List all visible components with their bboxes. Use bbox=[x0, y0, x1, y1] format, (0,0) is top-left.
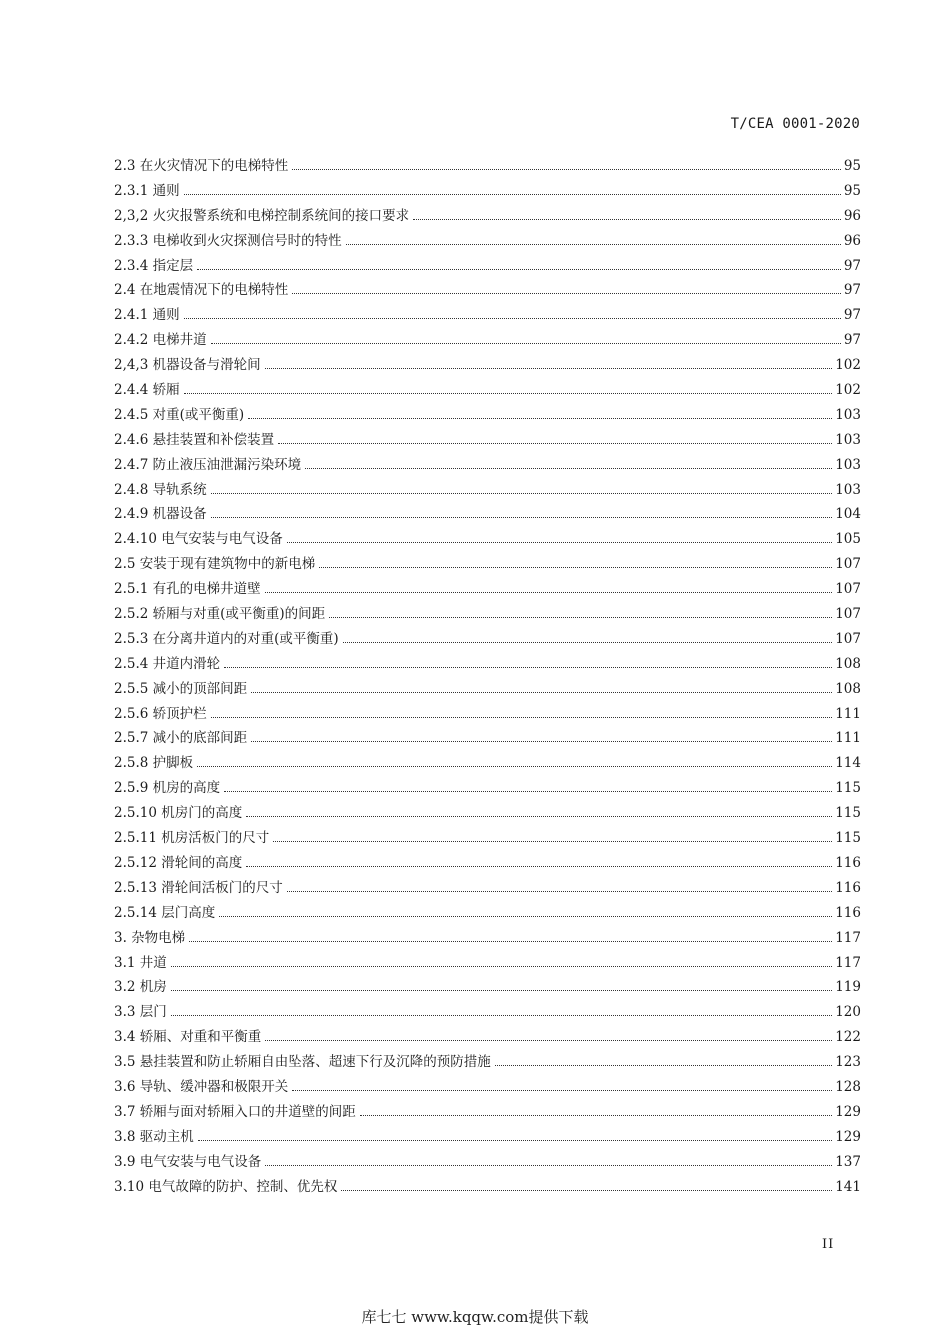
download-footer: 库七七 www.kqqw.com提供下载 bbox=[361, 1308, 589, 1326]
toc-dot-leader bbox=[246, 816, 832, 817]
toc-dot-leader bbox=[184, 318, 841, 319]
toc-entry-title: 2.5.4 井道内滑轮 bbox=[114, 655, 221, 672]
toc-entry-page: 103 bbox=[835, 431, 861, 448]
toc-entry-title: 2.5.6 轿顶护栏 bbox=[114, 705, 207, 722]
toc-entry-title: 2.4.7 防止液压油泄漏污染环境 bbox=[114, 456, 302, 473]
toc-entry-title: 3.9 电气安装与电气设备 bbox=[114, 1153, 262, 1170]
toc-dot-leader bbox=[413, 219, 841, 220]
toc-entry-page: 111 bbox=[835, 705, 861, 722]
toc-entry[interactable] bbox=[114, 428, 861, 453]
toc-dot-leader bbox=[319, 567, 832, 568]
toc-dot-leader bbox=[305, 468, 832, 469]
toc-dot-leader bbox=[224, 791, 832, 792]
toc-entry-title: 3.8 驱动主机 bbox=[114, 1128, 194, 1145]
toc-entry[interactable] bbox=[114, 826, 861, 851]
toc-dot-leader bbox=[171, 966, 832, 967]
toc-entry-title: 2.4.8 导轨系统 bbox=[114, 481, 207, 498]
toc-entry[interactable] bbox=[114, 1000, 861, 1025]
toc-entry-title: 2.3.3 电梯收到火灾探测信号时的特性 bbox=[114, 232, 342, 249]
toc-entry[interactable] bbox=[114, 652, 861, 677]
toc-entry-page: 116 bbox=[835, 854, 861, 871]
toc-entry[interactable] bbox=[114, 851, 861, 876]
toc-dot-leader bbox=[346, 244, 841, 245]
toc-dot-leader bbox=[287, 891, 832, 892]
toc-entry-page: 107 bbox=[835, 630, 861, 647]
toc-entry-title: 2.4.10 电气安装与电气设备 bbox=[114, 531, 283, 548]
table-of-contents bbox=[114, 154, 861, 1199]
toc-dot-leader bbox=[265, 368, 833, 369]
toc-entry-page: 96 bbox=[843, 207, 861, 224]
toc-dot-leader bbox=[198, 1140, 832, 1141]
toc-dot-leader bbox=[292, 1090, 832, 1091]
toc-dot-leader bbox=[265, 1165, 832, 1166]
toc-entry-page: 108 bbox=[835, 680, 861, 697]
toc-entry-page: 129 bbox=[835, 1103, 861, 1120]
toc-entry-title: 3. 杂物电梯 bbox=[114, 929, 186, 946]
toc-entry[interactable] bbox=[114, 751, 861, 776]
toc-entry[interactable] bbox=[114, 478, 861, 503]
toc-entry-page: 97 bbox=[843, 282, 861, 299]
toc-entry-title: 2.5.2 轿厢与对重(或平衡重)的间距 bbox=[114, 606, 326, 623]
toc-dot-leader bbox=[248, 418, 832, 419]
toc-dot-leader bbox=[184, 393, 833, 394]
toc-entry-page: 97 bbox=[843, 257, 861, 274]
toc-entry[interactable] bbox=[114, 1075, 861, 1100]
toc-entry-title: 3.10 电气故障的防护、控制、优先权 bbox=[114, 1178, 338, 1195]
toc-entry-title: 2.4.4 轿厢 bbox=[114, 382, 180, 399]
toc-entry-page: 111 bbox=[835, 730, 861, 747]
toc-entry[interactable] bbox=[114, 602, 861, 627]
toc-entry-title: 2.3 在火灾情况下的电梯特性 bbox=[114, 158, 289, 174]
toc-entry-title: 2.4.5 对重(或平衡重) bbox=[114, 406, 245, 423]
toc-entry-page: 96 bbox=[843, 232, 861, 249]
toc-dot-leader bbox=[211, 517, 833, 518]
toc-entry-title: 3.4 轿厢、对重和平衡重 bbox=[114, 1029, 262, 1046]
toc-entry-page: 107 bbox=[835, 606, 861, 623]
toc-entry-page: 103 bbox=[835, 456, 861, 473]
toc-entry[interactable] bbox=[114, 677, 861, 702]
toc-dot-leader bbox=[343, 642, 833, 643]
toc-dot-leader bbox=[219, 916, 832, 917]
toc-entry[interactable] bbox=[114, 154, 861, 179]
toc-entry-title: 2.4.9 机器设备 bbox=[114, 506, 207, 523]
toc-entry[interactable] bbox=[114, 552, 861, 577]
toc-entry[interactable] bbox=[114, 353, 861, 378]
toc-dot-leader bbox=[360, 1115, 832, 1116]
toc-entry-title: 2.5.8 护脚板 bbox=[114, 755, 194, 772]
toc-entry-title: 2.3.1 通则 bbox=[114, 182, 180, 199]
toc-entry-title: 3.2 机房 bbox=[114, 979, 167, 996]
toc-entry-page: 103 bbox=[835, 406, 861, 423]
toc-entry-title: 2.5.7 减小的底部间距 bbox=[114, 730, 248, 747]
toc-entry-page: 128 bbox=[835, 1078, 861, 1095]
toc-dot-leader bbox=[224, 667, 832, 668]
page-number: II bbox=[822, 1237, 835, 1252]
toc-entry-page: 129 bbox=[835, 1128, 861, 1145]
toc-dot-leader bbox=[197, 269, 841, 270]
toc-dot-leader bbox=[246, 866, 832, 867]
toc-entry[interactable] bbox=[114, 254, 861, 279]
toc-entry[interactable] bbox=[114, 776, 861, 801]
toc-entry[interactable] bbox=[114, 901, 861, 926]
toc-entry-page: 107 bbox=[835, 581, 861, 598]
toc-dot-leader bbox=[273, 841, 832, 842]
toc-entry-page: 97 bbox=[843, 307, 861, 324]
toc-dot-leader bbox=[495, 1065, 832, 1066]
toc-entry-title: 2.4.6 悬挂装置和补偿装置 bbox=[114, 431, 275, 448]
toc-entry-page: 141 bbox=[835, 1178, 861, 1195]
toc-entry[interactable] bbox=[114, 1175, 861, 1200]
toc-entry-page: 116 bbox=[835, 904, 861, 921]
toc-entry-title: 2.5.13 滑轮间活板门的尺寸 bbox=[114, 879, 283, 896]
toc-entry-page: 97 bbox=[843, 332, 861, 349]
toc-entry-title: 2.3.4 指定层 bbox=[114, 257, 194, 274]
toc-entry[interactable] bbox=[114, 627, 861, 652]
toc-entry[interactable] bbox=[114, 1125, 861, 1150]
toc-entry-page: 117 bbox=[835, 954, 861, 971]
toc-entry[interactable] bbox=[114, 926, 861, 951]
toc-entry[interactable] bbox=[114, 328, 861, 353]
toc-dot-leader bbox=[197, 766, 832, 767]
toc-entry[interactable] bbox=[114, 876, 861, 901]
toc-entry-title: 2.5.14 层门高度 bbox=[114, 904, 216, 921]
toc-entry[interactable] bbox=[114, 527, 861, 552]
toc-entry-page: 119 bbox=[835, 979, 861, 996]
toc-entry[interactable] bbox=[114, 702, 861, 727]
toc-entry-title: 2.5.5 减小的顶部间距 bbox=[114, 680, 248, 697]
toc-entry[interactable] bbox=[114, 278, 861, 303]
toc-dot-leader bbox=[211, 343, 841, 344]
toc-entry-page: 103 bbox=[835, 481, 861, 498]
toc-entry-page: 108 bbox=[835, 655, 861, 672]
toc-entry-page: 95 bbox=[843, 158, 861, 174]
toc-entry-title: 2,3,2 火灾报警系统和电梯控制系统间的接口要求 bbox=[114, 207, 410, 224]
toc-entry-title: 3.5 悬挂装置和防止轿厢自由坠落、超速下行及沉降的预防措施 bbox=[114, 1054, 491, 1071]
toc-entry-page: 95 bbox=[843, 182, 861, 199]
toc-entry-page: 107 bbox=[835, 556, 861, 573]
toc-dot-leader bbox=[292, 293, 841, 294]
toc-dot-leader bbox=[329, 617, 832, 618]
toc-entry[interactable] bbox=[114, 726, 861, 751]
toc-entry-page: 137 bbox=[835, 1153, 861, 1170]
toc-entry-title: 2.5.12 滑轮间的高度 bbox=[114, 854, 243, 871]
toc-entry-page: 115 bbox=[835, 830, 861, 847]
toc-entry[interactable] bbox=[114, 577, 861, 602]
toc-entry-title: 2.5.1 有孔的电梯井道壁 bbox=[114, 581, 261, 598]
toc-entry[interactable] bbox=[114, 801, 861, 826]
toc-entry[interactable] bbox=[114, 229, 861, 254]
toc-entry[interactable] bbox=[114, 378, 861, 403]
toc-entry-page: 104 bbox=[835, 506, 861, 523]
toc-dot-leader bbox=[251, 692, 832, 693]
toc-dot-leader bbox=[184, 194, 841, 195]
toc-dot-leader bbox=[265, 1040, 832, 1041]
toc-entry[interactable] bbox=[114, 951, 861, 976]
toc-entry[interactable] bbox=[114, 204, 861, 229]
toc-entry-title: 2.5.11 机房活板门的尺寸 bbox=[114, 830, 270, 847]
toc-entry[interactable] bbox=[114, 1050, 861, 1075]
toc-entry-title: 3.1 井道 bbox=[114, 954, 167, 971]
toc-entry[interactable] bbox=[114, 179, 861, 204]
toc-dot-leader bbox=[278, 443, 832, 444]
toc-entry-page: 115 bbox=[835, 780, 861, 797]
toc-entry-title: 2.5.10 机房门的高度 bbox=[114, 805, 243, 822]
toc-dot-leader bbox=[292, 169, 841, 170]
toc-dot-leader bbox=[171, 990, 832, 991]
toc-entry[interactable] bbox=[114, 453, 861, 478]
toc-dot-leader bbox=[211, 493, 833, 494]
toc-entry[interactable] bbox=[114, 502, 861, 527]
toc-entry-title: 2.4.2 电梯井道 bbox=[114, 332, 207, 349]
toc-entry-page: 114 bbox=[835, 755, 861, 772]
toc-dot-leader bbox=[265, 592, 833, 593]
document-code: T/CEA 0001-2020 bbox=[730, 116, 860, 132]
toc-entry[interactable] bbox=[114, 1025, 861, 1050]
toc-entry-title: 2.5.9 机房的高度 bbox=[114, 780, 221, 797]
toc-entry-page: 117 bbox=[835, 929, 861, 946]
toc-entry-page: 122 bbox=[835, 1029, 861, 1046]
toc-entry[interactable] bbox=[114, 303, 861, 328]
toc-entry-page: 120 bbox=[835, 1004, 861, 1021]
toc-dot-leader bbox=[171, 1015, 832, 1016]
toc-entry[interactable] bbox=[114, 1150, 861, 1175]
toc-entry-title: 3.3 层门 bbox=[114, 1004, 167, 1021]
toc-entry-title: 2.5.3 在分离井道内的对重(或平衡重) bbox=[114, 630, 339, 647]
toc-entry[interactable] bbox=[114, 975, 861, 1000]
toc-entry-page: 123 bbox=[835, 1054, 861, 1071]
toc-entry-page: 115 bbox=[835, 805, 861, 822]
toc-entry-title: 2.4.1 通则 bbox=[114, 307, 180, 324]
toc-dot-leader bbox=[251, 741, 832, 742]
toc-entry-page: 105 bbox=[835, 531, 861, 548]
toc-entry[interactable] bbox=[114, 403, 861, 428]
toc-entry-title: 3.7 轿厢与面对轿厢入口的井道壁的间距 bbox=[114, 1103, 356, 1120]
toc-dot-leader bbox=[211, 717, 833, 718]
toc-entry[interactable] bbox=[114, 1100, 861, 1125]
toc-dot-leader bbox=[341, 1190, 832, 1191]
toc-dot-leader bbox=[189, 941, 832, 942]
toc-entry-page: 102 bbox=[835, 357, 861, 374]
toc-entry-page: 116 bbox=[835, 879, 861, 896]
toc-entry-title: 2.4 在地震情况下的电梯特性 bbox=[114, 282, 289, 299]
toc-entry-page: 102 bbox=[835, 382, 861, 399]
toc-dot-leader bbox=[287, 542, 832, 543]
toc-entry-title: 3.6 导轨、缓冲器和极限开关 bbox=[114, 1078, 289, 1095]
toc-entry-title: 2.5 安装于现有建筑物中的新电梯 bbox=[114, 556, 316, 573]
toc-entry-title: 2,4,3 机器设备与滑轮间 bbox=[114, 357, 261, 374]
